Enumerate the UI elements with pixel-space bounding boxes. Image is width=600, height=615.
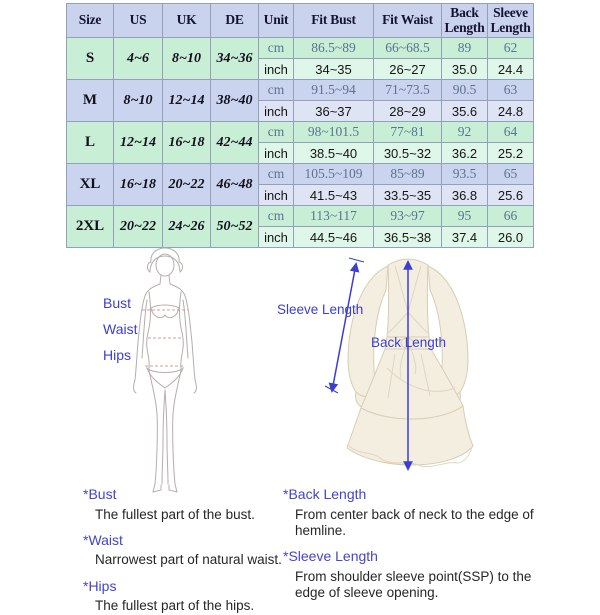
- table-cell: 71~73.5: [374, 80, 442, 101]
- header-size: Size: [67, 4, 114, 38]
- bust-label: Bust: [103, 295, 132, 311]
- table-cell: 4~6: [114, 38, 163, 80]
- table-cell: 64: [488, 122, 534, 143]
- figure-face: [156, 254, 174, 276]
- table-cell: 77~81: [374, 122, 442, 143]
- table-cell: cm: [259, 122, 294, 143]
- table-cell: 20~22: [163, 164, 211, 206]
- table-cell: 24.8: [488, 101, 534, 122]
- table-header-row: [67, 4, 534, 38]
- table-cell: inch: [259, 59, 294, 80]
- table-cell: 36.8: [442, 185, 488, 206]
- size-chart-table: [66, 3, 534, 248]
- definition-term: *Back Length: [283, 486, 367, 502]
- size-table-body: [67, 38, 534, 248]
- definition-term: *Sleeve Length: [283, 548, 378, 565]
- table-cell: 34~35: [294, 59, 374, 80]
- table-cell: S: [67, 38, 114, 80]
- size-row-s: [67, 38, 534, 59]
- table-cell: 36.5~38: [374, 227, 442, 248]
- table-cell: 66: [488, 206, 534, 227]
- header-sleeve-length: Sleeve Length: [488, 4, 534, 38]
- definitions-left: [83, 486, 301, 615]
- table-cell: cm: [259, 206, 294, 227]
- table-cell: 35.0: [442, 59, 488, 80]
- table-cell: 24~26: [163, 206, 211, 248]
- header-uk: UK: [163, 4, 211, 38]
- table-cell: 28~29: [374, 101, 442, 122]
- waist-label: Waist: [103, 321, 138, 337]
- table-cell: 86.5~89: [294, 38, 374, 59]
- table-cell: 16~18: [163, 122, 211, 164]
- table-cell: 85~89: [374, 164, 442, 185]
- sleeve-length-label: Sleeve Length: [277, 302, 364, 317]
- table-cell: 8~10: [163, 38, 211, 80]
- table-cell: 65: [488, 164, 534, 185]
- header-unit: Unit: [259, 4, 294, 38]
- header-us: US: [114, 4, 163, 38]
- table-cell: inch: [259, 227, 294, 248]
- table-cell: 98~101.5: [294, 122, 374, 143]
- header-de: DE: [211, 4, 259, 38]
- table-cell: 95: [442, 206, 488, 227]
- table-cell: 63: [488, 80, 534, 101]
- table-cell: inch: [259, 185, 294, 206]
- table-cell: M: [67, 80, 114, 122]
- table-cell: 89: [442, 38, 488, 59]
- table-cell: L: [67, 122, 114, 164]
- figure-hair: [147, 248, 182, 272]
- definitions-right: [283, 486, 539, 602]
- table-cell: 16~18: [114, 164, 163, 206]
- table-cell: cm: [259, 38, 294, 59]
- table-cell: 38.5~40: [294, 143, 374, 164]
- header-back-length: Back Length: [442, 4, 488, 38]
- table-cell: 41.5~43: [294, 185, 374, 206]
- table-cell: cm: [259, 80, 294, 101]
- table-cell: 38~40: [211, 80, 259, 122]
- table-cell: 8~10: [114, 80, 163, 122]
- size-row-m: [67, 80, 534, 101]
- table-cell: 93~97: [374, 206, 442, 227]
- header-fit-bust: Fit Bust: [294, 4, 374, 38]
- definition-term: *Bust: [83, 486, 117, 502]
- size-row-2xl: [67, 206, 534, 227]
- table-cell: 90.5: [442, 80, 488, 101]
- size-table-container: [66, 3, 534, 248]
- table-cell: 37.4: [442, 227, 488, 248]
- table-cell: 91.5~94: [294, 80, 374, 101]
- table-cell: 44.5~46: [294, 227, 374, 248]
- table-cell: 46~48: [211, 164, 259, 206]
- size-row-l: [67, 122, 534, 143]
- table-cell: 25.6: [488, 185, 534, 206]
- body-figure-illustration: [120, 246, 210, 492]
- table-cell: 2XL: [67, 206, 114, 248]
- table-cell: 113~117: [294, 206, 374, 227]
- table-cell: XL: [67, 164, 114, 206]
- definition-description: The fullest part of the bust.: [95, 506, 255, 522]
- table-cell: 36.2: [442, 143, 488, 164]
- table-cell: inch: [259, 101, 294, 122]
- table-cell: 25.2: [488, 143, 534, 164]
- table-cell: 34~36: [211, 38, 259, 80]
- table-cell: 33.5~35: [374, 185, 442, 206]
- size-row-xl: [67, 164, 534, 185]
- hips-label: Hips: [103, 347, 132, 363]
- definition-description: Narrowest part of natural waist.: [95, 552, 282, 568]
- figure-torso: [147, 292, 184, 368]
- figure-legs: [149, 370, 181, 484]
- figure-bra: [151, 305, 179, 318]
- table-cell: 24.4: [488, 59, 534, 80]
- table-cell: 92: [442, 122, 488, 143]
- table-cell: 12~14: [163, 80, 211, 122]
- table-cell: 50~52: [211, 206, 259, 248]
- table-cell: 26~27: [374, 59, 442, 80]
- table-cell: 20~22: [114, 206, 163, 248]
- table-cell: 93.5: [442, 164, 488, 185]
- table-cell: 35.6: [442, 101, 488, 122]
- definition-description: From center back of neck to the edge of hemline.: [295, 506, 534, 538]
- table-cell: cm: [259, 164, 294, 185]
- table-cell: 105.5~109: [294, 164, 374, 185]
- definition-description: The fullest part of the hips.: [95, 598, 255, 614]
- header-fit-waist: Fit Waist: [374, 4, 442, 38]
- back-length-label: Back Length: [371, 335, 447, 350]
- table-cell: 42~44: [211, 122, 259, 164]
- table-cell: 36~37: [294, 101, 374, 122]
- definition-term: *Waist: [83, 531, 123, 548]
- table-cell: 62: [488, 38, 534, 59]
- table-cell: 12~14: [114, 122, 163, 164]
- table-cell: 66~68.5: [374, 38, 442, 59]
- dress-illustration: [325, 250, 490, 485]
- definition-term: *Hips: [83, 577, 117, 594]
- table-cell: 26.0: [488, 227, 534, 248]
- definition-description: From shoulder sleeve point(SSP) to the edge of sleeve opening.: [295, 568, 532, 601]
- table-cell: 30.5~32: [374, 143, 442, 164]
- table-cell: inch: [259, 143, 294, 164]
